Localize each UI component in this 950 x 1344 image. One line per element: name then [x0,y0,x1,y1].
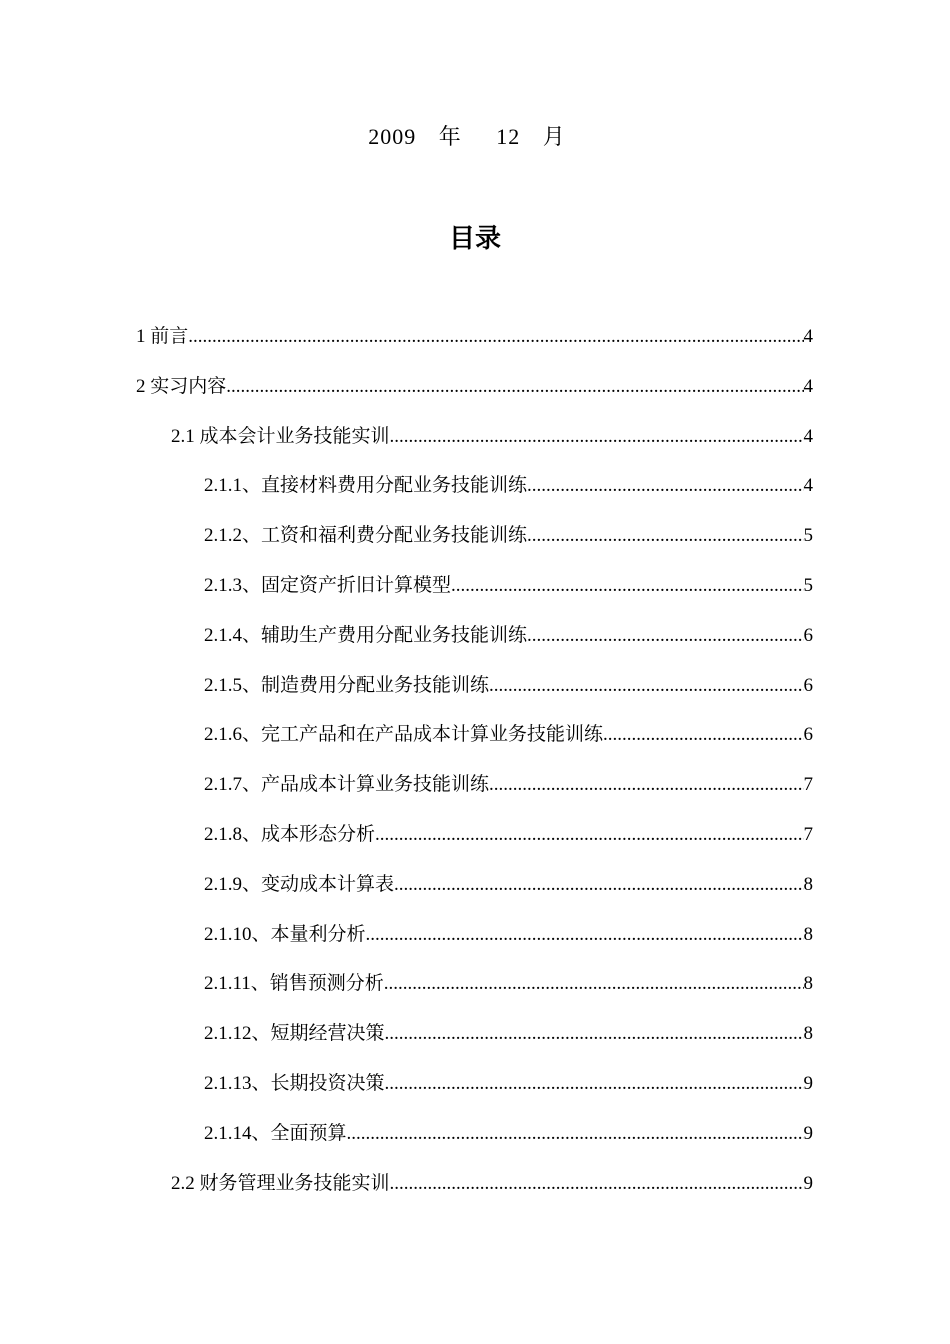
toc-entry-label: 2.1.4、辅助生产费用分配业务技能训练 [204,624,528,646]
toc-entry-page-number: 7 [803,774,813,796]
toc-entry-label: 2.1 成本会计业务技能实训 [171,425,390,447]
toc-entry-label: 1 前言 [136,326,189,347]
month-value: 12 [496,124,521,149]
toc-dot-leader [489,671,803,701]
toc-entry[interactable] [171,422,813,472]
table-of-contents [0,322,950,1218]
toc-entry[interactable] [136,322,813,372]
toc-entry[interactable] [204,1069,813,1119]
toc-entry-page-number: 5 [803,525,813,547]
toc-dot-leader [188,322,803,352]
toc-dot-leader [603,720,803,750]
toc-entry-page-number: 6 [803,724,813,746]
year-value: 2009 [368,124,417,149]
toc-entry[interactable] [204,521,813,571]
toc-dot-leader [451,571,803,601]
toc-entry-page-number: 8 [803,873,813,895]
toc-dot-leader [384,969,804,999]
toc-entry-label: 2.1.8、成本形态分析 [204,823,376,845]
toc-entry[interactable] [204,820,813,870]
toc-entry-label: 2.1.5、制造费用分配业务技能训练 [204,674,490,696]
toc-dot-leader [489,770,803,800]
toc-dot-leader [390,422,804,452]
toc-entry-label: 2.1.14、全面预算 [204,1122,347,1144]
toc-entry[interactable] [204,720,813,770]
toc-entry-label: 2.1.12、短期经营决策 [204,1023,385,1045]
toc-dot-leader [390,1169,804,1199]
toc-entry-label: 2.1.10、本量利分析 [204,923,366,945]
toc-entry-page-number: 4 [803,326,813,347]
toc-dot-leader [375,820,803,850]
toc-entry-page-number: 9 [803,1072,813,1094]
date-line [0,120,950,151]
toc-entry-page-number: 8 [803,973,813,995]
toc-entry-page-number: 5 [803,574,813,596]
toc-entry-label: 2.1.2、工资和福利费分配业务技能训练 [204,525,528,547]
toc-entry-page-number: 4 [803,475,813,497]
toc-dot-leader [527,471,803,501]
year-unit: 年 [438,124,462,149]
toc-entry[interactable] [204,1119,813,1169]
toc-entry-label: 2.1.13、长期投资决策 [204,1072,385,1094]
toc-dot-leader [347,1119,804,1149]
toc-dot-leader [366,920,804,950]
toc-entry-label: 2.2 财务管理业务技能实训 [171,1172,390,1194]
toc-entry[interactable] [204,920,813,970]
toc-entry-label: 2.1.11、销售预测分析 [204,973,384,995]
toc-entry-label: 2.1.7、产品成本计算业务技能训练 [204,774,490,796]
toc-dot-leader [527,621,803,651]
toc-dot-leader [527,521,803,551]
toc-entry[interactable] [204,870,813,920]
toc-entry-page-number: 6 [803,674,813,696]
toc-entry-page-number: 8 [803,923,813,945]
toc-entry[interactable] [204,671,813,721]
month-unit: 月 [542,124,566,149]
toc-entry-page-number: 9 [803,1122,813,1144]
toc-entry[interactable] [204,471,813,521]
toc-entry-page-number: 9 [803,1172,813,1194]
toc-entry[interactable] [204,621,813,671]
toc-dot-leader [385,1069,804,1099]
toc-entry[interactable] [204,1019,813,1069]
toc-entry-label: 2.1.9、变动成本计算表 [204,873,395,895]
toc-entry[interactable] [204,571,813,621]
toc-entry[interactable] [171,1169,813,1219]
toc-entry[interactable] [204,770,813,820]
toc-entry-label: 2 实习内容 [136,375,227,397]
toc-dot-leader [385,1019,804,1049]
toc-dot-leader [226,372,803,402]
toc-entry-page-number: 4 [803,425,813,447]
toc-entry-label: 2.1.1、直接材料费用分配业务技能训练 [204,475,528,497]
toc-entry-page-number: 4 [803,375,813,397]
toc-entry-page-number: 6 [803,624,813,646]
toc-title: 目录 [448,224,501,254]
toc-entry-label: 2.1.3、固定资产折旧计算模型 [204,574,452,596]
toc-dot-leader [394,870,803,900]
toc-entry[interactable] [204,969,813,1019]
toc-entry-page-number: 7 [803,823,813,845]
toc-entry[interactable] [136,372,813,422]
toc-entry-label: 2.1.6、完工产品和在产品成本计算业务技能训练 [204,724,604,746]
toc-entry-page-number: 8 [803,1023,813,1045]
